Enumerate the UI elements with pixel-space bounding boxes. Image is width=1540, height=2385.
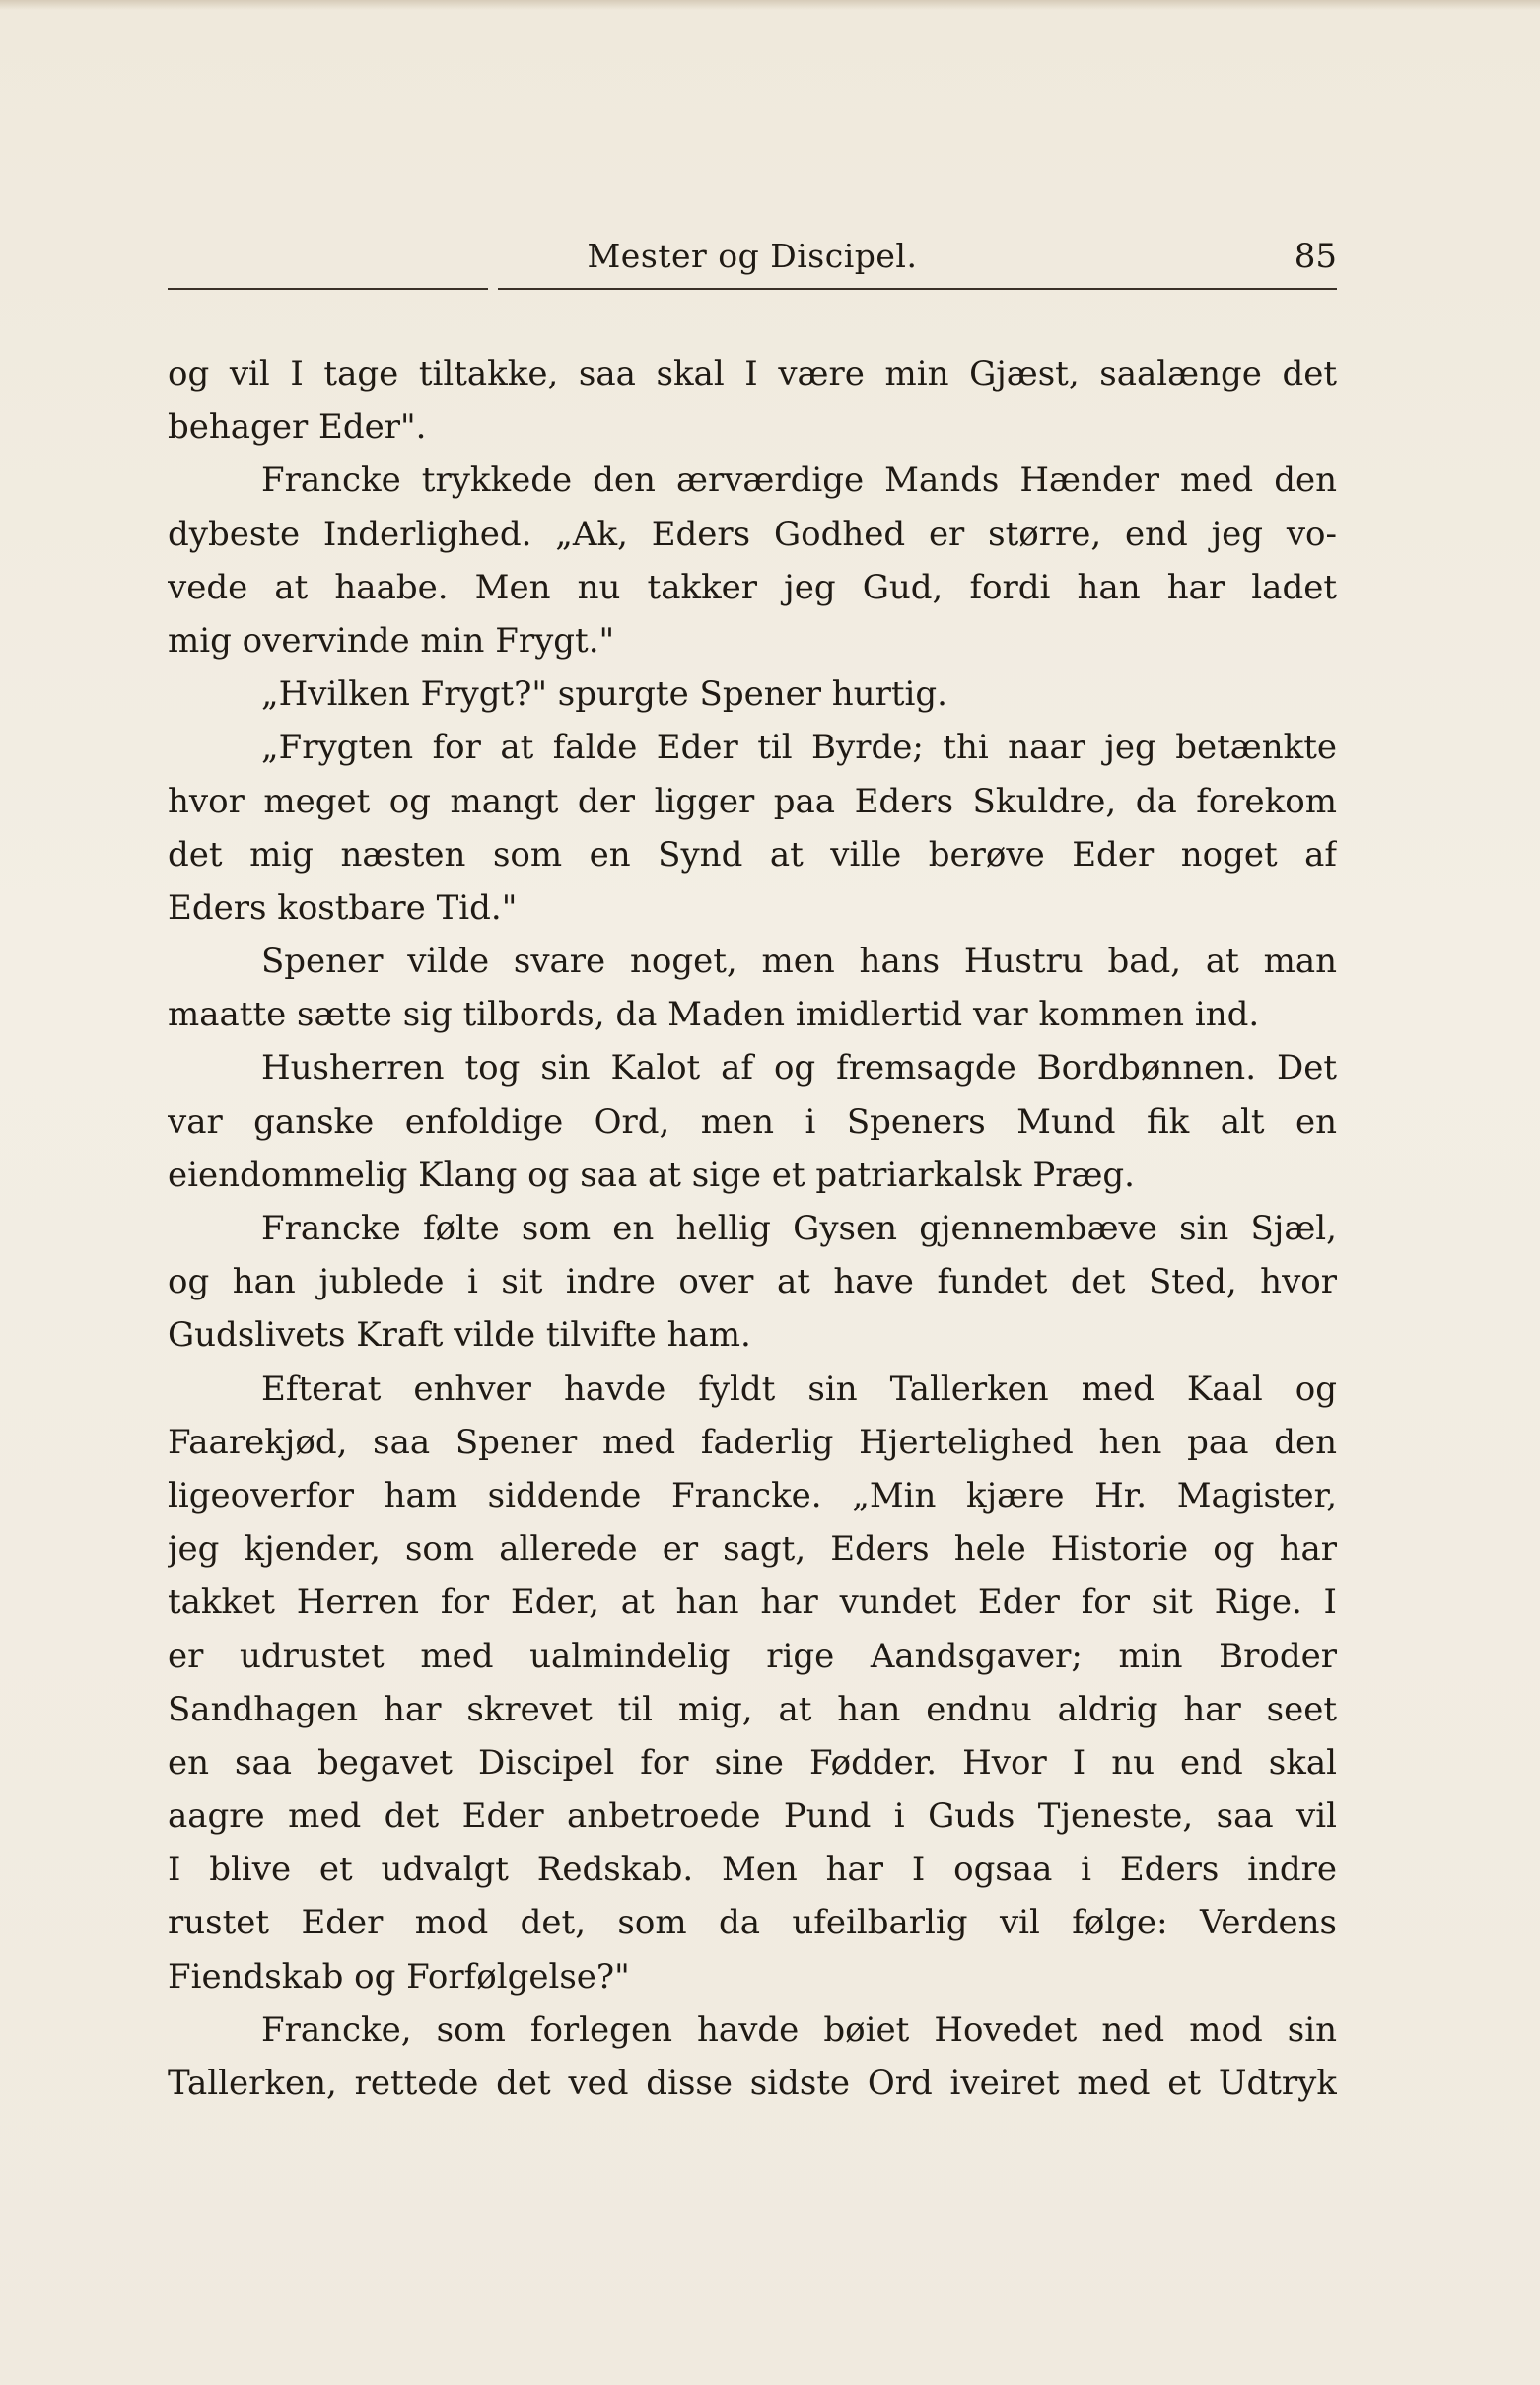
text-line: „Hvilken Frygt?" spurgte Spener hurtig. [261, 674, 947, 715]
text-line: Eders kostbare Tid." [168, 887, 518, 928]
text-line: og vil I tage tiltakke, saa skal I være min Gjæst, saalænge det [168, 354, 1337, 393]
page-top-edge [0, 0, 1540, 10]
text-line: Fiendskab og Forfølgelse?" [168, 1956, 630, 1997]
text-line: Husherren tog sin Kalot af og fremsagde Bordbønnen. Det [261, 1048, 1337, 1088]
header-rule-right [498, 288, 1337, 290]
text-line: Efterat enhver havde fyldt sin Tallerken med Kaal og [261, 1368, 1337, 1409]
running-title: Mester og Discipel. [587, 237, 918, 275]
text-line: hvor meget og mangt der ligger paa Eders Skuldre, da forekom [168, 781, 1337, 821]
text-line: eiendommelig Klang og saa at sige et patriarkalsk Præg. [168, 1155, 1135, 1195]
text-line: er udrustet med ualmindelig rige Aandsgaver; min Broder [168, 1636, 1337, 1676]
text-line: Sandhagen har skrevet til mig, at han endnu aldrig har seet [168, 1689, 1337, 1729]
header-rule-left [168, 288, 488, 290]
text-line: Spener vilde svare noget, men hans Hustru bad, at man [261, 942, 1337, 982]
body-text [168, 347, 1337, 2110]
text-line: vede at haabe. Men nu takker jeg Gud, fordi han har ladet [168, 567, 1337, 607]
text-line: var ganske enfoldige Ord, men i Speners Mund fik alt en [168, 1101, 1337, 1142]
running-head [168, 229, 1337, 284]
text-line: ligeoverfor ham siddende Francke. „Min kjære Hr. Magister, [168, 1475, 1337, 1515]
text-line: mig overvinde min Frygt." [168, 620, 615, 661]
text-line: Tallerken, rettede det ved disse sidste Ord iveiret med et Udtryk [168, 2064, 1337, 2103]
text-line: Francke trykkede den ærværdige Mands Hænder med den [261, 460, 1337, 501]
text-line: behager Eder". [168, 407, 427, 448]
text-line: Francke, som forlegen havde bøiet Hovedet ned mod sin [261, 2009, 1337, 2050]
text-line: Gudslivets Kraft vilde tilvifte ham. [168, 1315, 751, 1356]
text-line: Faarekjød, saa Spener med faderlig Hjertelighed hen paa den [168, 1422, 1337, 1462]
text-line: jeg kjender, som allerede er sagt, Eders hele Historie og har [168, 1529, 1337, 1570]
text-line: det mig næsten som en Synd at ville berøve Eder noget af [168, 834, 1337, 875]
text-line: I blive et udvalgt Redskab. Men har I ogsaa i Eders indre [168, 1850, 1337, 1890]
text-line: aagre med det Eder anbetroede Pund i Guds Tjeneste, saa vil [168, 1796, 1337, 1837]
text-line: takket Herren for Eder, at han har vundet Eder for sit Rige. I [168, 1582, 1337, 1623]
text-line: dybeste Inderlighed. „Ak, Eders Godhed er større, end jeg vo- [168, 514, 1337, 554]
text-line: en saa begavet Discipel for sine Fødder. Hvor I nu end skal [168, 1742, 1337, 1783]
text-line: rustet Eder mod det, som da ufeilbarlig vil følge: Verdens [168, 1903, 1337, 1943]
text-line: Francke følte som en hellig Gysen gjennembæve sin Sjæl, [261, 1209, 1337, 1248]
text-line: „Frygten for at falde Eder til Byrde; thi naar jeg betænkte [261, 728, 1337, 768]
text-line: og han jublede i sit indre over at have fundet det Sted, hvor [168, 1262, 1337, 1302]
text-line: maatte sætte sig tilbords, da Maden imidlertid var kommen ind. [168, 995, 1260, 1035]
page-number: 85 [1294, 237, 1337, 276]
